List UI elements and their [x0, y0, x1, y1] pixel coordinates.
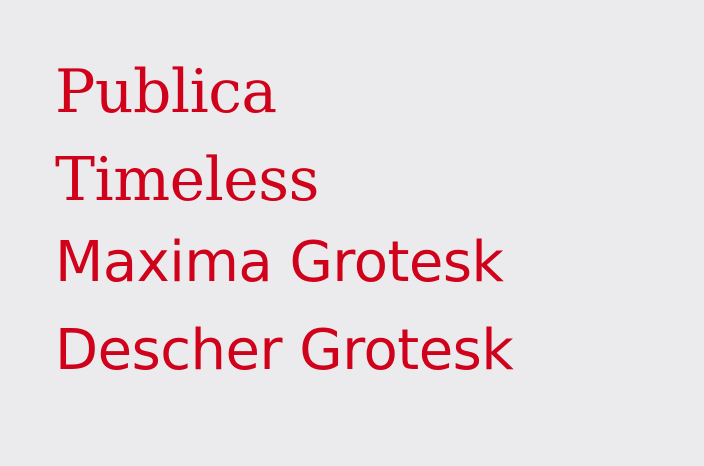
typeface-name-timeless: Timeless: [55, 145, 319, 215]
typeface-name-publica: Publica: [55, 57, 277, 127]
typeface-name-descher-grotesk: Descher Grotesk: [55, 318, 514, 383]
typeface-specimen-list: [55, 0, 695, 466]
typeface-name-maxima-grotesk: Maxima Grotesk: [55, 230, 504, 295]
